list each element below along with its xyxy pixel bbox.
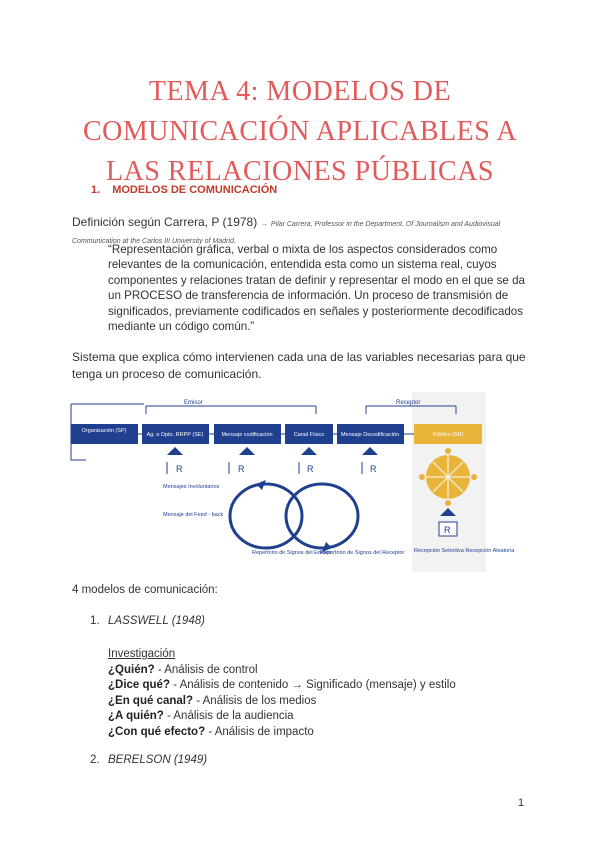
model-item: [90, 615, 205, 627]
feedback-label: Mensaje del Feed - back: [163, 512, 224, 518]
page-title: TEMA 4: MODELOS DE COMUNICACIÓN APLICABLES A LAS RELACIONES PÚBLICAS: [82, 76, 518, 187]
section-number: 1.: [91, 184, 101, 196]
box-decodificacion-label: Mensaje Decodificación: [340, 432, 400, 438]
receptor-label: Receptor: [396, 400, 421, 406]
svg-text:R: R: [370, 464, 377, 474]
recepcion-label: Recepción Selectiva Recepción Aleatoria: [414, 548, 515, 554]
arrow-icon: →: [260, 221, 268, 228]
investigation-title: Investigación: [108, 648, 176, 660]
model-number: 2.: [90, 754, 100, 766]
mensajes-involuntarios-label: Mensajes Involuntarios: [163, 484, 220, 490]
model-name: LASSWELL (1948): [108, 615, 205, 627]
system-paragraph: Sistema que explica cómo intervienen cada una de las variables necesarias para que tenga un proceso de comunicación.: [72, 350, 526, 381]
definition-note: Pilar Carrera, Professor in the Department. Of Journalism and Audiovisual Communication at the Carlos III University of Madrid.: [72, 221, 501, 245]
box-mensaje-decodificacion: [337, 424, 404, 444]
models-intro: 4 modelos de comunicación:: [72, 584, 218, 596]
investigation-block: [108, 647, 456, 740]
investigation-item: ¿Quién? - Análisis de control: [108, 663, 258, 676]
investigation-item: ¿Dice qué? - Análisis de contenido → Significado (mensaje) y estilo: [108, 679, 456, 691]
box-mensaje-codificacion: [214, 424, 281, 444]
repertorio-emisor-label: Repertorio de Signos del Emisor: [252, 550, 332, 556]
box-organizacion: [71, 424, 138, 444]
box-canal-label: Canal Físico: [293, 432, 325, 438]
model-item: [90, 754, 207, 766]
box-codificacion-label: Mensaje codificación: [221, 432, 273, 438]
svg-text:R: R: [238, 464, 245, 474]
page-number: 1: [518, 797, 525, 809]
investigation-item: ¿A quién? - Análisis de la audiencia: [108, 710, 294, 722]
box-canal: [285, 424, 333, 444]
box-publico-label: Público (SR): [432, 432, 464, 438]
definition-intro: Definición según Carrera, P (1978): [72, 215, 258, 229]
model-number: 1.: [90, 615, 100, 627]
box-publico: [414, 424, 482, 444]
investigation-item: ¿En qué canal? - Análisis de los medios: [108, 694, 317, 707]
box-agencia: [142, 424, 209, 444]
box-organizacion-label: Organización (SP): [81, 428, 127, 434]
communication-diagram: [66, 392, 515, 572]
svg-text:R: R: [307, 464, 314, 474]
receptor-r-label: R: [444, 525, 451, 535]
emisor-label: Emisor: [184, 400, 203, 406]
svg-text:R: R: [176, 464, 183, 474]
section-heading: [91, 184, 277, 196]
section-title: MODELOS DE COMUNICACIÓN: [112, 184, 278, 196]
investigation-item: ¿Con qué efecto? - Análisis de impacto: [108, 725, 314, 738]
definition-quote: “Representación gráfica, verbal o mixta de los aspectos considerados como relevantes de la comunicación, entendida esta como un sistema real, cuyos componentes y relaciones tratan de definir y representar el modo en el que se da un PROCESO de transferencia de información. Un proceso de transmisión de significados, previamente codificados en señales y posteriormente decodificados mediante un código común.”: [108, 243, 525, 334]
svg-text:Organización (SP): [82, 428, 127, 434]
model-name: BERELSON (1949): [108, 754, 208, 766]
repertorio-receptor-label: Repertorio de Signos del Receptor: [320, 550, 405, 556]
box-agencia-label: Ag. o Dpto. RRPP (SE): [146, 432, 204, 438]
